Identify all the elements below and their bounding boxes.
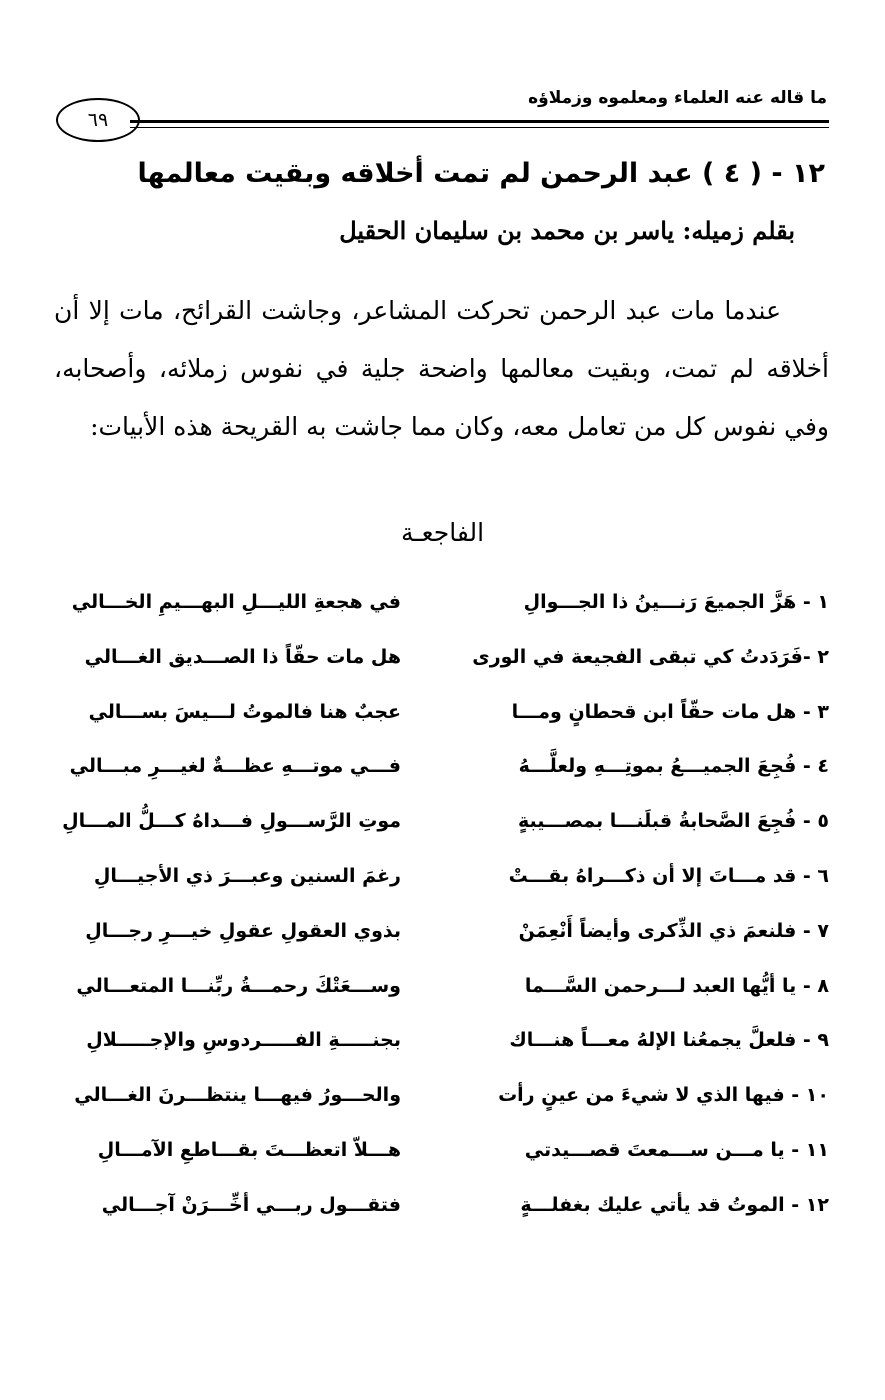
header-rule-thin <box>130 127 829 128</box>
section-title: ١٢ - ( ٤ ) عبد الرحمن لم تمت أخلاقه وبقيت معالمها <box>137 158 825 189</box>
page-number-oval <box>56 98 140 142</box>
verse-second-hemistich: رغمَ السنين وعبـــرَ ذي الأجيـــالِ <box>93 864 401 887</box>
verse-first-hemistich: ٧ - فلنعمَ ذي الذِّكرى وأيضاً أَنْعِمَنْ <box>518 919 829 942</box>
verse-second-hemistich: هل مات حقّاً ذا الصـــديق الغـــالي <box>84 645 401 668</box>
verse-row <box>53 1130 829 1185</box>
verse-first-hemistich: ٤ - فُجِعَ الجميـــعُ بموتِـــهِ ولعلَّـــهُ <box>518 755 829 778</box>
verse-second-hemistich: موتِ الرَّســـولِ فـــداهُ كـــلُّ المـــالِ <box>62 810 401 833</box>
verse-row <box>53 692 829 747</box>
verse-first-hemistich: ٩ - فلعلَّ يجمعُنا الإلهُ معـــاً هنـــاك <box>509 1029 829 1052</box>
verse-row <box>53 966 829 1021</box>
poem-verses <box>53 582 829 1240</box>
intro-paragraph: عندما مات عبد الرحمن تحركت المشاعر، وجاشت القرائح، مات إلا أن أخلاقه لم تمت، وبقيت معالمها واضحة جلية في نفوس زملائه، وأصحابه، وفي نفوس كل من تعامل معه، وكان مما جاشت به القريحة هذه الأبيات: <box>54 296 829 441</box>
page-number: ٦٩ <box>87 109 109 131</box>
header-rule-thick <box>130 120 829 123</box>
verse-row <box>53 746 829 801</box>
verse-row <box>53 801 829 856</box>
verse-first-hemistich: ٢ -فَرَدَدتُ كي تبقى الفجيعة في الورى <box>472 645 829 668</box>
verse-second-hemistich: هـــلاّ اتعظـــتَ بقـــاطعِ الآمـــالِ <box>97 1138 401 1161</box>
poem-title: الفاجعـة <box>400 518 485 547</box>
verse-second-hemistich: في هجعةِ الليـــلِ البهـــيمِ الخـــالي <box>71 591 401 613</box>
running-header: ما قاله عنه العلماء ومعلموه وزملاؤه <box>528 88 827 108</box>
verse-first-hemistich: ١١ - يا مـــن ســـمعتَ قصـــيدتي <box>524 1138 829 1161</box>
verse-row <box>53 1075 829 1130</box>
verse-first-hemistich: ١٢ - الموتُ قد يأتي عليك بغفلـــةٍ <box>520 1193 829 1216</box>
verse-first-hemistich: ٨ - يا أيُّها العبد لـــرحمن السَّـــما <box>524 974 829 997</box>
verse-second-hemistich: والحـــورُ فيهـــا ينتظـــرنَ الغـــالي <box>74 1084 401 1107</box>
verse-row <box>53 911 829 966</box>
verse-first-hemistich: ١٠ - فيها الذي لا شيءَ من عينٍ رأت <box>498 1084 829 1107</box>
verse-first-hemistich: ٦ - قد مـــاتَ إلا أن ذكـــراهُ بقـــتْ <box>508 864 829 887</box>
verse-row <box>53 582 829 637</box>
verse-first-hemistich: ٥ - فُجِعَ الصَّحابةُ قبلَنـــا بمصـــيبةٍ <box>518 810 829 833</box>
verse-row <box>53 856 829 911</box>
verse-first-hemistich: ١ - هَزَّ الجميعَ رَنـــينُ ذا الجـــوالِ <box>523 591 829 613</box>
verse-second-hemistich: بجنـــــةِ الفـــــردوسِ والإجـــــلالِ <box>86 1029 401 1052</box>
verse-second-hemistich: وســـعَتْكَ رحمـــةُ ربِّنـــا المتعـــالي <box>76 974 401 997</box>
verse-second-hemistich: عجبٌ هنا فالموتُ لـــيسَ بســـالي <box>88 700 401 723</box>
verse-second-hemistich: فتقـــول ربـــي أخِّـــرَنْ آجـــالي <box>101 1193 401 1216</box>
verse-second-hemistich: فـــي موتـــهِ عظـــةٌ لغيـــرِ مبـــالي <box>69 755 401 778</box>
verse-first-hemistich: ٣ - هل مات حقّاً ابن قحطانٍ ومـــا <box>511 700 829 723</box>
verse-row <box>53 637 829 692</box>
author-byline: بقلم زميله: ياسر بن محمد بن سليمان الحقيل <box>339 216 795 245</box>
verse-row <box>53 1020 829 1075</box>
verse-second-hemistich: بذوي العقولِ عقولِ خيـــرِ رجـــالِ <box>85 919 401 942</box>
verse-row <box>53 1185 829 1240</box>
